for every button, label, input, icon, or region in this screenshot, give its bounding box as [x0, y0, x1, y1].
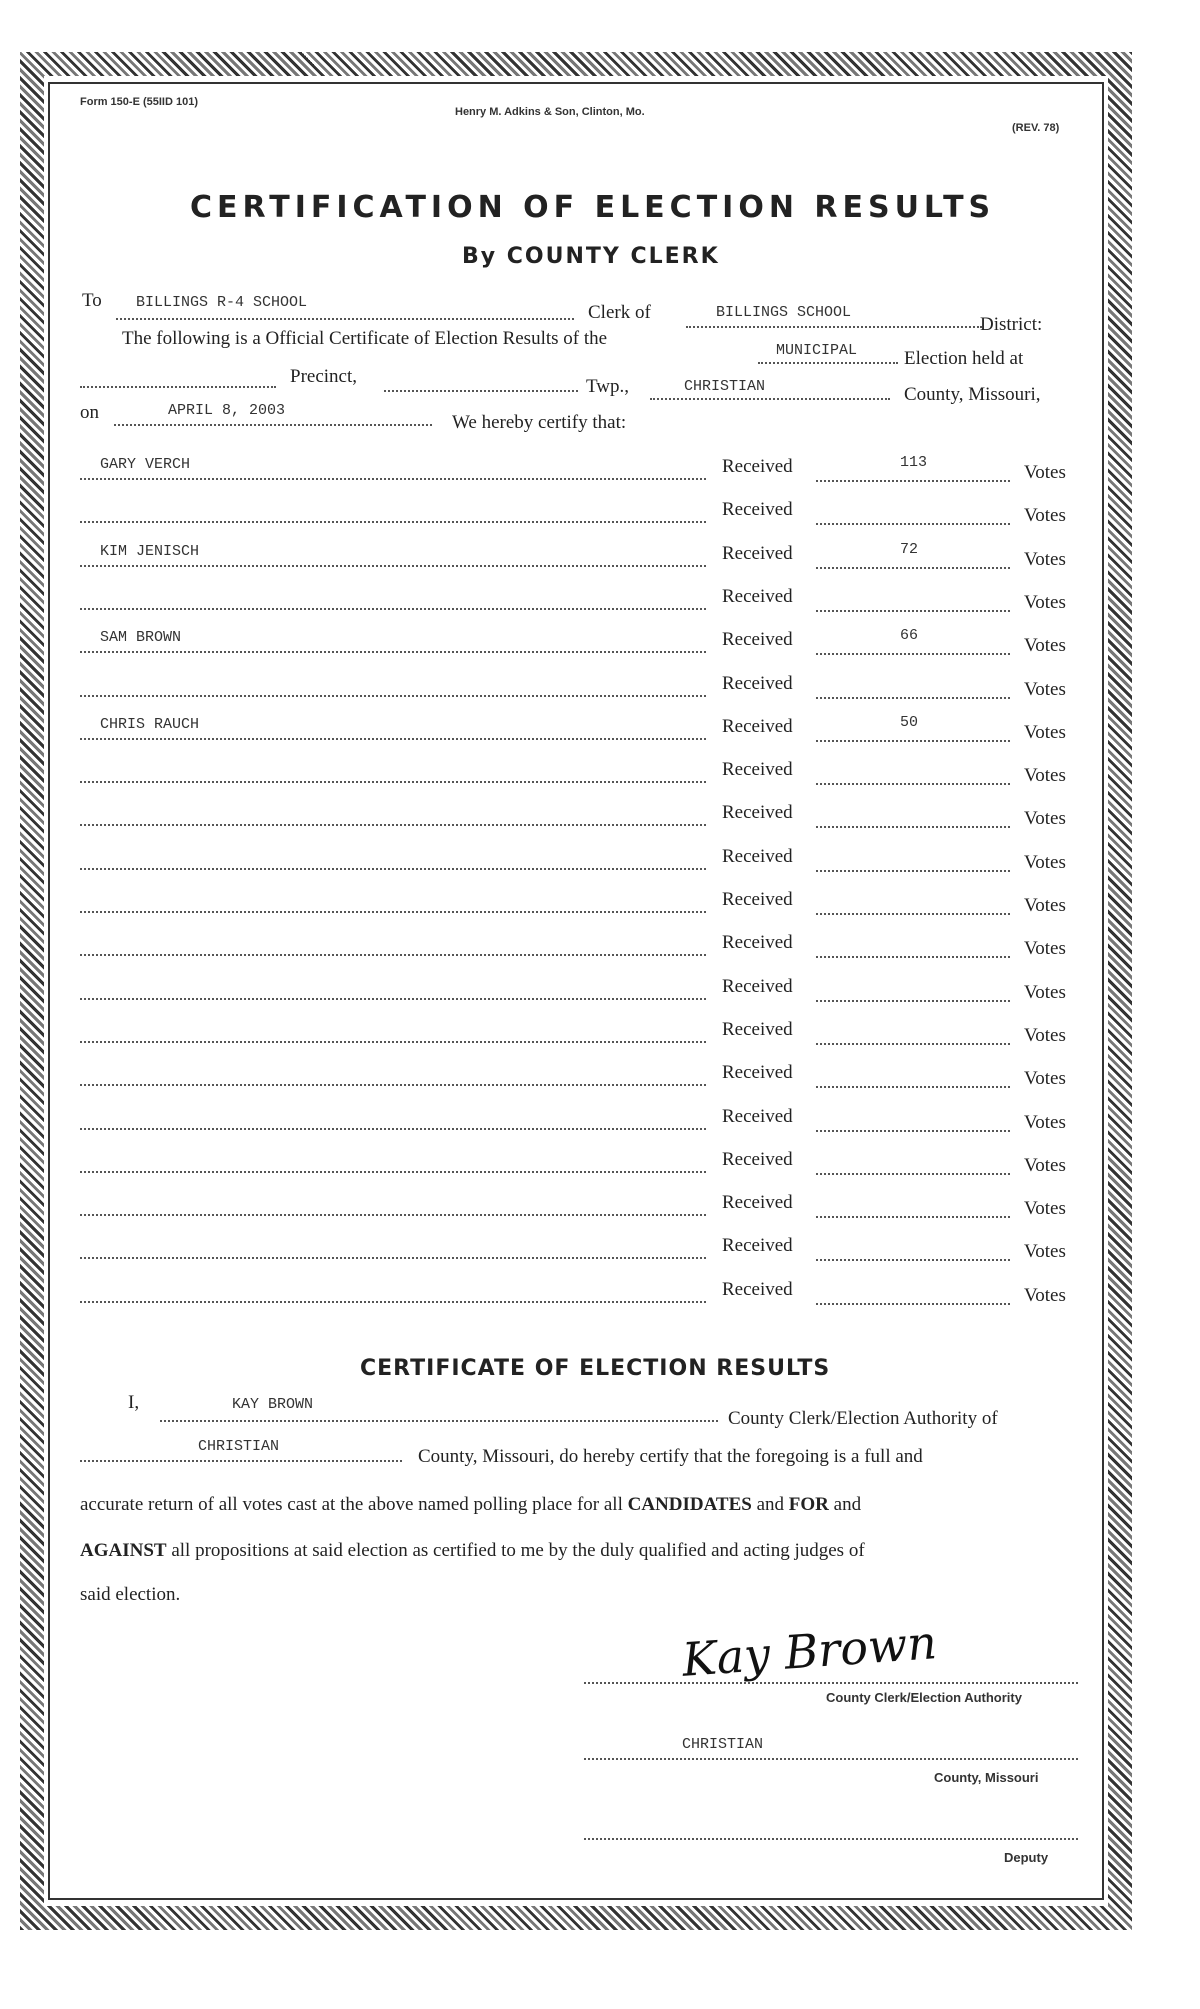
vote-count: 113	[900, 454, 928, 471]
received-label: Received	[722, 673, 793, 694]
i-label: I,	[128, 1392, 140, 1413]
votes-label: Votes	[1024, 1198, 1066, 1219]
votes-label: Votes	[1024, 462, 1066, 483]
clerk-name-line	[160, 1420, 718, 1422]
vote-count-line	[816, 480, 1010, 482]
vote-count-line	[816, 956, 1010, 958]
received-label: Received	[722, 932, 793, 953]
candidate-name-line	[80, 1301, 706, 1303]
candidate-name-line	[80, 868, 706, 870]
received-label: Received	[722, 456, 793, 477]
sig-county-value: CHRISTIAN	[682, 1736, 764, 1753]
election-type-line	[758, 362, 898, 364]
vote-count-line	[816, 1259, 1010, 1261]
votes-label: Votes	[1024, 592, 1066, 613]
received-label: Received	[722, 1279, 793, 1300]
cert-body-2a: accurate return of all votes cast at the above named polling place for all	[80, 1494, 623, 1515]
received-label: Received	[722, 1235, 793, 1256]
vote-count-line	[816, 1130, 1010, 1132]
vote-count-line	[816, 567, 1010, 569]
candidate-name-line	[80, 738, 706, 740]
vote-count: 72	[900, 541, 919, 558]
signature-caption: County Clerk/Election Authority	[826, 1690, 1022, 1705]
clerk-of-value: BILLINGS SCHOOL	[716, 304, 852, 321]
received-label: Received	[722, 1106, 793, 1127]
votes-label: Votes	[1024, 1025, 1066, 1046]
candidate-name-line	[80, 1171, 706, 1173]
cert-body-2d: FOR	[788, 1494, 829, 1515]
certificate-heading: CERTIFICATE OF ELECTION RESULTS	[360, 1356, 831, 1381]
cert-body-2b: CANDIDATES	[627, 1494, 752, 1515]
received-label: Received	[722, 802, 793, 823]
votes-label: Votes	[1024, 1155, 1066, 1176]
candidate-name-line	[80, 695, 706, 697]
cert-body-2c: and	[756, 1494, 785, 1515]
deputy-caption: Deputy	[1004, 1850, 1049, 1865]
county-line	[650, 398, 890, 400]
candidate-name: KIM JENISCH	[100, 543, 200, 560]
vote-count: 50	[900, 714, 919, 731]
received-label: Received	[722, 1019, 793, 1040]
vote-count: 66	[900, 627, 919, 644]
votes-label: Votes	[1024, 505, 1066, 526]
cert-body-2e: and	[833, 1494, 862, 1515]
votes-label: Votes	[1024, 635, 1066, 656]
candidate-name-line	[80, 608, 706, 610]
received-label: Received	[722, 889, 793, 910]
precinct-label: Precinct,	[290, 366, 358, 387]
received-label: Received	[722, 1192, 793, 1213]
clerk-name-value: KAY BROWN	[232, 1396, 314, 1413]
received-label: Received	[722, 716, 793, 737]
candidate-name-line	[80, 1257, 706, 1259]
votes-label: Votes	[1024, 1112, 1066, 1133]
on-label: on	[80, 402, 99, 423]
clerk-signature: Kay Brown	[680, 1615, 939, 1687]
vote-count-line	[816, 1043, 1010, 1045]
votes-label: Votes	[1024, 765, 1066, 786]
votes-label: Votes	[1024, 679, 1066, 700]
county-value: CHRISTIAN	[684, 378, 766, 395]
polling-place-line	[80, 386, 276, 388]
page-subtitle: By COUNTY CLERK	[462, 244, 720, 269]
county-label: County, Missouri,	[904, 384, 1041, 405]
to-line	[116, 318, 574, 320]
cert-body-3a: AGAINST	[80, 1540, 167, 1561]
votes-label: Votes	[1024, 895, 1066, 916]
printer-credit: Henry M. Adkins & Son, Clinton, Mo.	[455, 106, 645, 118]
candidate-name: CHRIS RAUCH	[100, 716, 200, 733]
votes-label: Votes	[1024, 982, 1066, 1003]
cert-county-line	[80, 1460, 402, 1462]
cert-body-3	[80, 1540, 865, 1562]
candidate-name-line	[80, 911, 706, 913]
intro-line-2a: The following is a Official Certificate of Election Results of the	[122, 328, 608, 349]
vote-count-line	[816, 740, 1010, 742]
clerk-of-label: Clerk of	[588, 302, 651, 323]
candidate-name-line	[80, 1214, 706, 1216]
form-number: Form 150-E (55IID 101)	[80, 96, 198, 108]
authority-label: County Clerk/Election Authority of	[728, 1408, 998, 1429]
candidate-name-line	[80, 651, 706, 653]
vote-count-line	[816, 913, 1010, 915]
received-label: Received	[722, 543, 793, 564]
received-label: Received	[722, 629, 793, 650]
signature-line	[584, 1682, 1078, 1684]
vote-count-line	[816, 783, 1010, 785]
vote-count-line	[816, 1173, 1010, 1175]
votes-label: Votes	[1024, 1241, 1066, 1262]
candidate-name: SAM BROWN	[100, 629, 182, 646]
received-label: Received	[722, 1062, 793, 1083]
twp-label: Twp.,	[586, 376, 630, 397]
vote-count-line	[816, 1303, 1010, 1305]
received-label: Received	[722, 846, 793, 867]
candidate-name-line	[80, 1041, 706, 1043]
votes-label: Votes	[1024, 549, 1066, 570]
received-label: Received	[722, 1149, 793, 1170]
to-label: To	[82, 290, 102, 311]
received-label: Received	[722, 759, 793, 780]
candidate-name-line	[80, 565, 706, 567]
votes-label: Votes	[1024, 808, 1066, 829]
vote-count-line	[816, 826, 1010, 828]
vote-count-line	[816, 1000, 1010, 1002]
candidate-name-line	[80, 781, 706, 783]
date-value: APRIL 8, 2003	[168, 402, 286, 419]
sig-county-line	[584, 1758, 1078, 1760]
votes-label: Votes	[1024, 722, 1066, 743]
cert-body-2	[80, 1494, 861, 1516]
precinct-line	[384, 390, 578, 392]
vote-count-line	[816, 653, 1010, 655]
candidate-name-line	[80, 824, 706, 826]
intro-line-2b: Election held at	[904, 348, 1024, 369]
vote-count-line	[816, 870, 1010, 872]
received-label: Received	[722, 976, 793, 997]
revision-label: (REV. 78)	[1012, 122, 1060, 134]
cert-body-3b: all propositions at said election as certified to me by the duly qualified and acting judges of	[171, 1540, 865, 1561]
district-label: District:	[980, 314, 1043, 335]
votes-label: Votes	[1024, 938, 1066, 959]
candidate-name-line	[80, 1128, 706, 1130]
received-label: Received	[722, 586, 793, 607]
sig-county-caption: County, Missouri	[934, 1770, 1039, 1785]
candidate-name: GARY VERCH	[100, 456, 191, 473]
vote-count-line	[816, 1216, 1010, 1218]
page-title: CERTIFICATION OF ELECTION RESULTS	[190, 190, 996, 225]
deputy-line	[584, 1838, 1078, 1840]
candidate-name-line	[80, 1084, 706, 1086]
vote-count-line	[816, 610, 1010, 612]
certify-text: We hereby certify that:	[452, 412, 627, 433]
vote-count-line	[816, 523, 1010, 525]
cert-county-value: CHRISTIAN	[198, 1438, 280, 1455]
cert-body-4: said election.	[80, 1584, 181, 1605]
candidate-name-line	[80, 521, 706, 523]
received-label: Received	[722, 499, 793, 520]
election-type-value: MUNICIPAL	[776, 342, 858, 359]
clerk-of-line	[686, 326, 982, 328]
votes-label: Votes	[1024, 852, 1066, 873]
votes-label: Votes	[1024, 1285, 1066, 1306]
candidate-name-line	[80, 954, 706, 956]
vote-count-line	[816, 1086, 1010, 1088]
votes-label: Votes	[1024, 1068, 1066, 1089]
date-line	[114, 424, 432, 426]
candidate-name-line	[80, 478, 706, 480]
to-value: BILLINGS R-4 SCHOOL	[136, 294, 308, 311]
candidate-name-line	[80, 998, 706, 1000]
cert-body-1: County, Missouri, do hereby certify that the foregoing is a full and	[418, 1446, 923, 1467]
vote-count-line	[816, 697, 1010, 699]
